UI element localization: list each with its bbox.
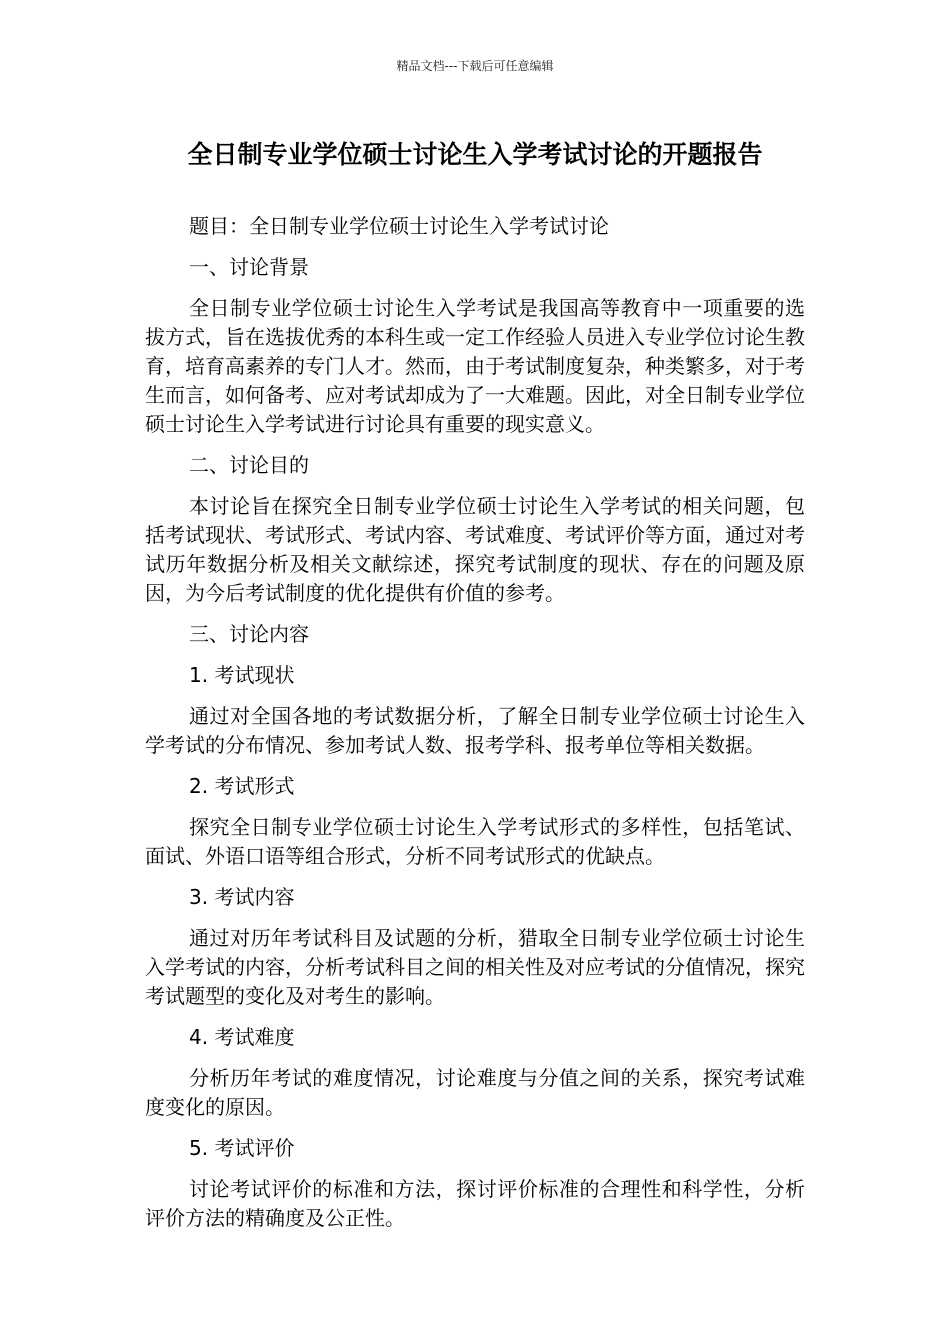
section-body-background: 全日制专业学位硕士讨论生入学考试是我国高等教育中一项重要的选拔方式，旨在选拔优秀的本科生或一定工作经验人员进入专业学位讨论生教育，培育高素养的专门人才。然而，由于考试制度复杂，种类繁多，对于考生而言，如何备考、应对考试却成为了一大难题。因此，对全日制专业学位硕士讨论生入学考试进行讨论具有重要的现实意义。 [145,296,805,436]
item-body-difficulty: 分析历年考试的难度情况，讨论难度与分值之间的关系，探究考试难度变化的原因。 [145,1066,805,1119]
section-heading-purpose: 二、讨论目的 [189,453,309,477]
item-heading-format: 2. 考试形式 [189,774,295,798]
item-body-evaluation: 讨论考试评价的标准和方法，探讨评价标准的合理性和科学性，分析评价方法的精确度及公正性。 [145,1177,805,1230]
section-heading-background: 一、讨论背景 [189,255,309,279]
item-body-content: 通过对历年考试科目及试题的分析，猎取全日制专业学位硕士讨论生入学考试的内容，分析考试科目之间的相关性及对应考试的分值情况，探究考试题型的变化及对考生的影响。 [145,926,805,1008]
item-heading-evaluation: 5. 考试评价 [189,1136,295,1160]
item-body-status: 通过对全国各地的考试数据分析，了解全日制专业学位硕士讨论生入学考试的分布情况、参加考试人数、报考学科、报考单位等相关数据。 [145,704,805,757]
item-heading-status: 1. 考试现状 [189,663,295,687]
item-heading-content: 3. 考试内容 [189,885,295,909]
item-body-format: 探究全日制专业学位硕士讨论生入学考试形式的多样性，包括笔试、面试、外语口语等组合形式，分析不同考试形式的优缺点。 [145,815,805,868]
section-body-purpose: 本讨论旨在探究全日制专业学位硕士讨论生入学考试的相关问题，包括考试现状、考试形式、考试内容、考试难度、考试评价等方面，通过对考试历年数据分析及相关文献综述，探究考试制度的现状、存在的问题及原因，为今后考试制度的优化提供有价值的参考。 [145,494,805,605]
item-heading-difficulty: 4. 考试难度 [189,1025,295,1049]
document-title: 全日制专业学位硕士讨论生入学考试讨论的开题报告 [187,140,763,169]
document-body [145,212,805,1245]
topic-line: 题目：全日制专业学位硕士讨论生入学考试讨论 [189,214,609,238]
page-header: 精品文档---下载后可任意编辑 [396,59,554,73]
section-heading-content: 三、讨论内容 [189,622,309,646]
